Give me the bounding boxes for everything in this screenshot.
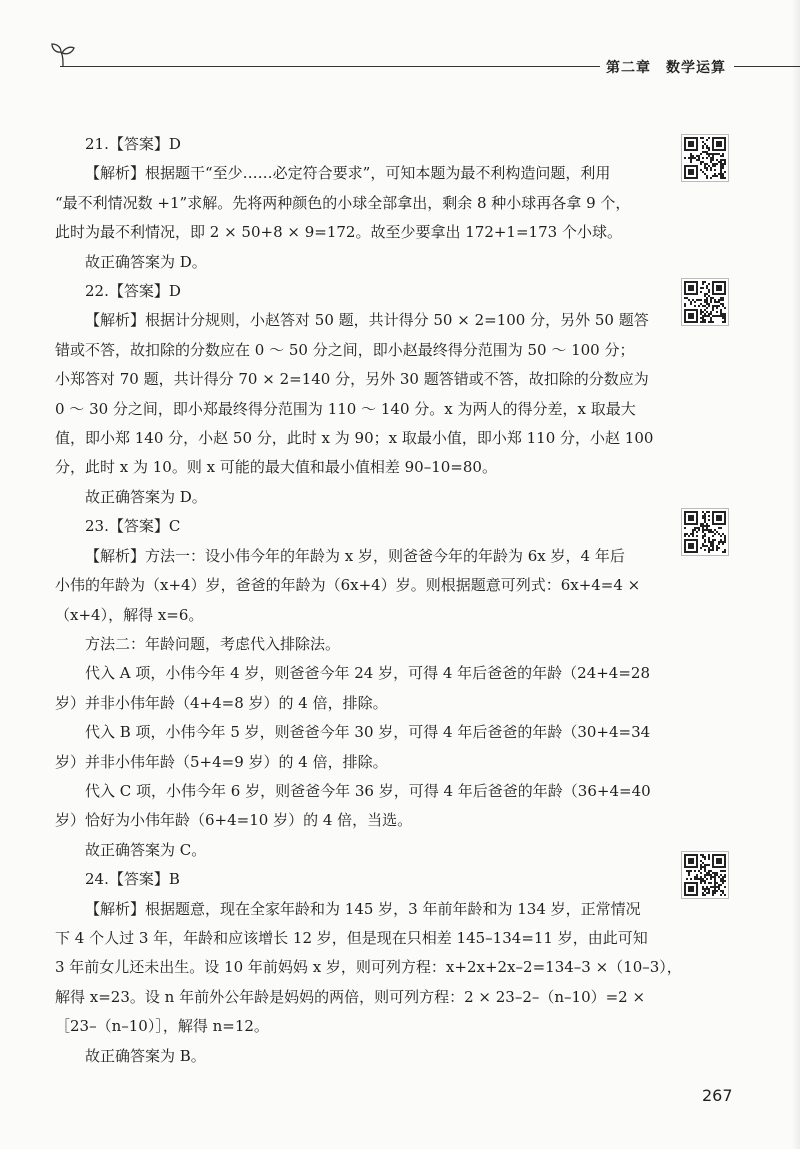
text-line: 【解析】根据计分规则，小赵答对 50 题，共计得分 50 × 2=100 分，另外 50 题答 [85,311,649,330]
text-line: 错或不答，故扣除的分数应在 0 ～ 50 分之间，即小赵最终得分范围为 50 ～ 100 分； [55,340,635,359]
text-line: 分，此时 x 为 10。则 x 可能的最大值和最小值相差 90–10=80。 [55,458,497,477]
text-line: 0 ～ 30 分之间，即小郑最终得分范围为 110 ～ 140 分。x 为两人的得分差，x 取最大 [55,399,636,418]
text-line: 故正确答案为 C。 [85,840,207,859]
text-line: 代入 C 项，小伟今年 6 岁，则爸爸今年 36 岁，可得 4 年后爸爸的年龄（36+4=40 [85,781,651,800]
text-line: 24.【答案】B [85,870,180,889]
text-line: 岁）并非小伟年龄（4+4=8 岁）的 4 倍，排除。 [55,693,388,712]
text-line: 【解析】根据题意，现在全家年龄和为 145 岁，3 年前年龄和为 134 岁，正常情况 [85,899,641,918]
chapter-title: 第二章 数学运算 [606,60,726,76]
page-number: 267 [702,1086,733,1105]
text-line: 解得 x=23。设 n 年前外公年龄是妈妈的两倍，则可列方程：2 × 23–2–（n–10）=2 × [55,987,646,1006]
text-line: 岁）恰好为小伟年龄（6+4=10 岁）的 4 倍，当选。 [55,811,413,830]
text-line: 代入 A 项，小伟今年 4 岁，则爸爸今年 24 岁，可得 4 年后爸爸的年龄（24+4=28 [85,664,651,683]
text-line: 岁）并非小伟年龄（5+4=9 岁）的 4 倍，排除。 [55,752,388,771]
text-line: 此时为最不利情况，即 2 × 50+8 × 9=172。故至少要拿出 172+1=173 个小球。 [55,223,622,242]
text-line: 下 4 个人过 3 年，年龄和应该增长 12 岁，但是现在只相差 145–134=11 岁，由此可知 [55,928,648,947]
text-line: 22.【答案】D [85,282,181,301]
qr-code-icon[interactable] [681,134,729,182]
text-line: “最不利情况数 +1”求解。先将两种颜色的小球全部拿出，剩余 8 种小球再各拿 9 个， [55,193,631,212]
text-line: ［23–（n–10）］，解得 n=12。 [55,1017,269,1036]
sprout-icon [50,40,76,68]
text-line: 代入 B 项，小伟今年 5 岁，则爸爸今年 30 岁，可得 4 年后爸爸的年龄（30+4=34 [85,723,651,742]
qr-code-icon[interactable] [681,508,729,556]
text-line: 故正确答案为 D。 [85,487,207,506]
text-line: 故正确答案为 B。 [85,1046,206,1065]
header-rule-right [734,66,800,67]
text-line: 小伟的年龄为（x+4）岁，爸爸的年龄为（6x+4）岁。则根据题意可列式：6x+4=4 × [55,576,641,595]
qr-code-icon[interactable] [681,278,729,326]
text-line: 小郑答对 70 题，共计得分 70 × 2=140 分，另外 30 题答错或不答，故扣除的分数应为 [55,370,649,389]
text-line: 【解析】方法一：设小伟今年的年龄为 x 岁，则爸爸今年的年龄为 6x 岁，4 年后 [85,546,625,565]
answer-content [55,130,682,1071]
text-line: 3 年前女儿还未出生。设 10 年前妈妈 x 岁，则可列方程：x+2x+2x–2=134–3 ×（10–3）， [55,958,682,977]
text-line: 21.【答案】D [85,135,181,153]
page-header [0,0,800,80]
qr-code-icon[interactable] [681,851,729,899]
scan-edge [792,0,800,1149]
text-line: 值，即小郑 140 分，小赵 50 分，此时 x 为 90；x 取最小值，即小郑 110 分，小赵 100 [55,429,654,448]
header-rule-left [60,66,600,67]
text-line: （x+4），解得 x=6。 [55,605,204,624]
text-line: 【解析】根据题干“至少……必定符合要求”，可知本题为最不利构造问题，利用 [85,164,611,183]
text-line: 方法二：年龄问题，考虑代入排除法。 [85,634,341,653]
text-line: 故正确答案为 D。 [85,252,207,271]
text-line: 23.【答案】C [85,517,181,536]
